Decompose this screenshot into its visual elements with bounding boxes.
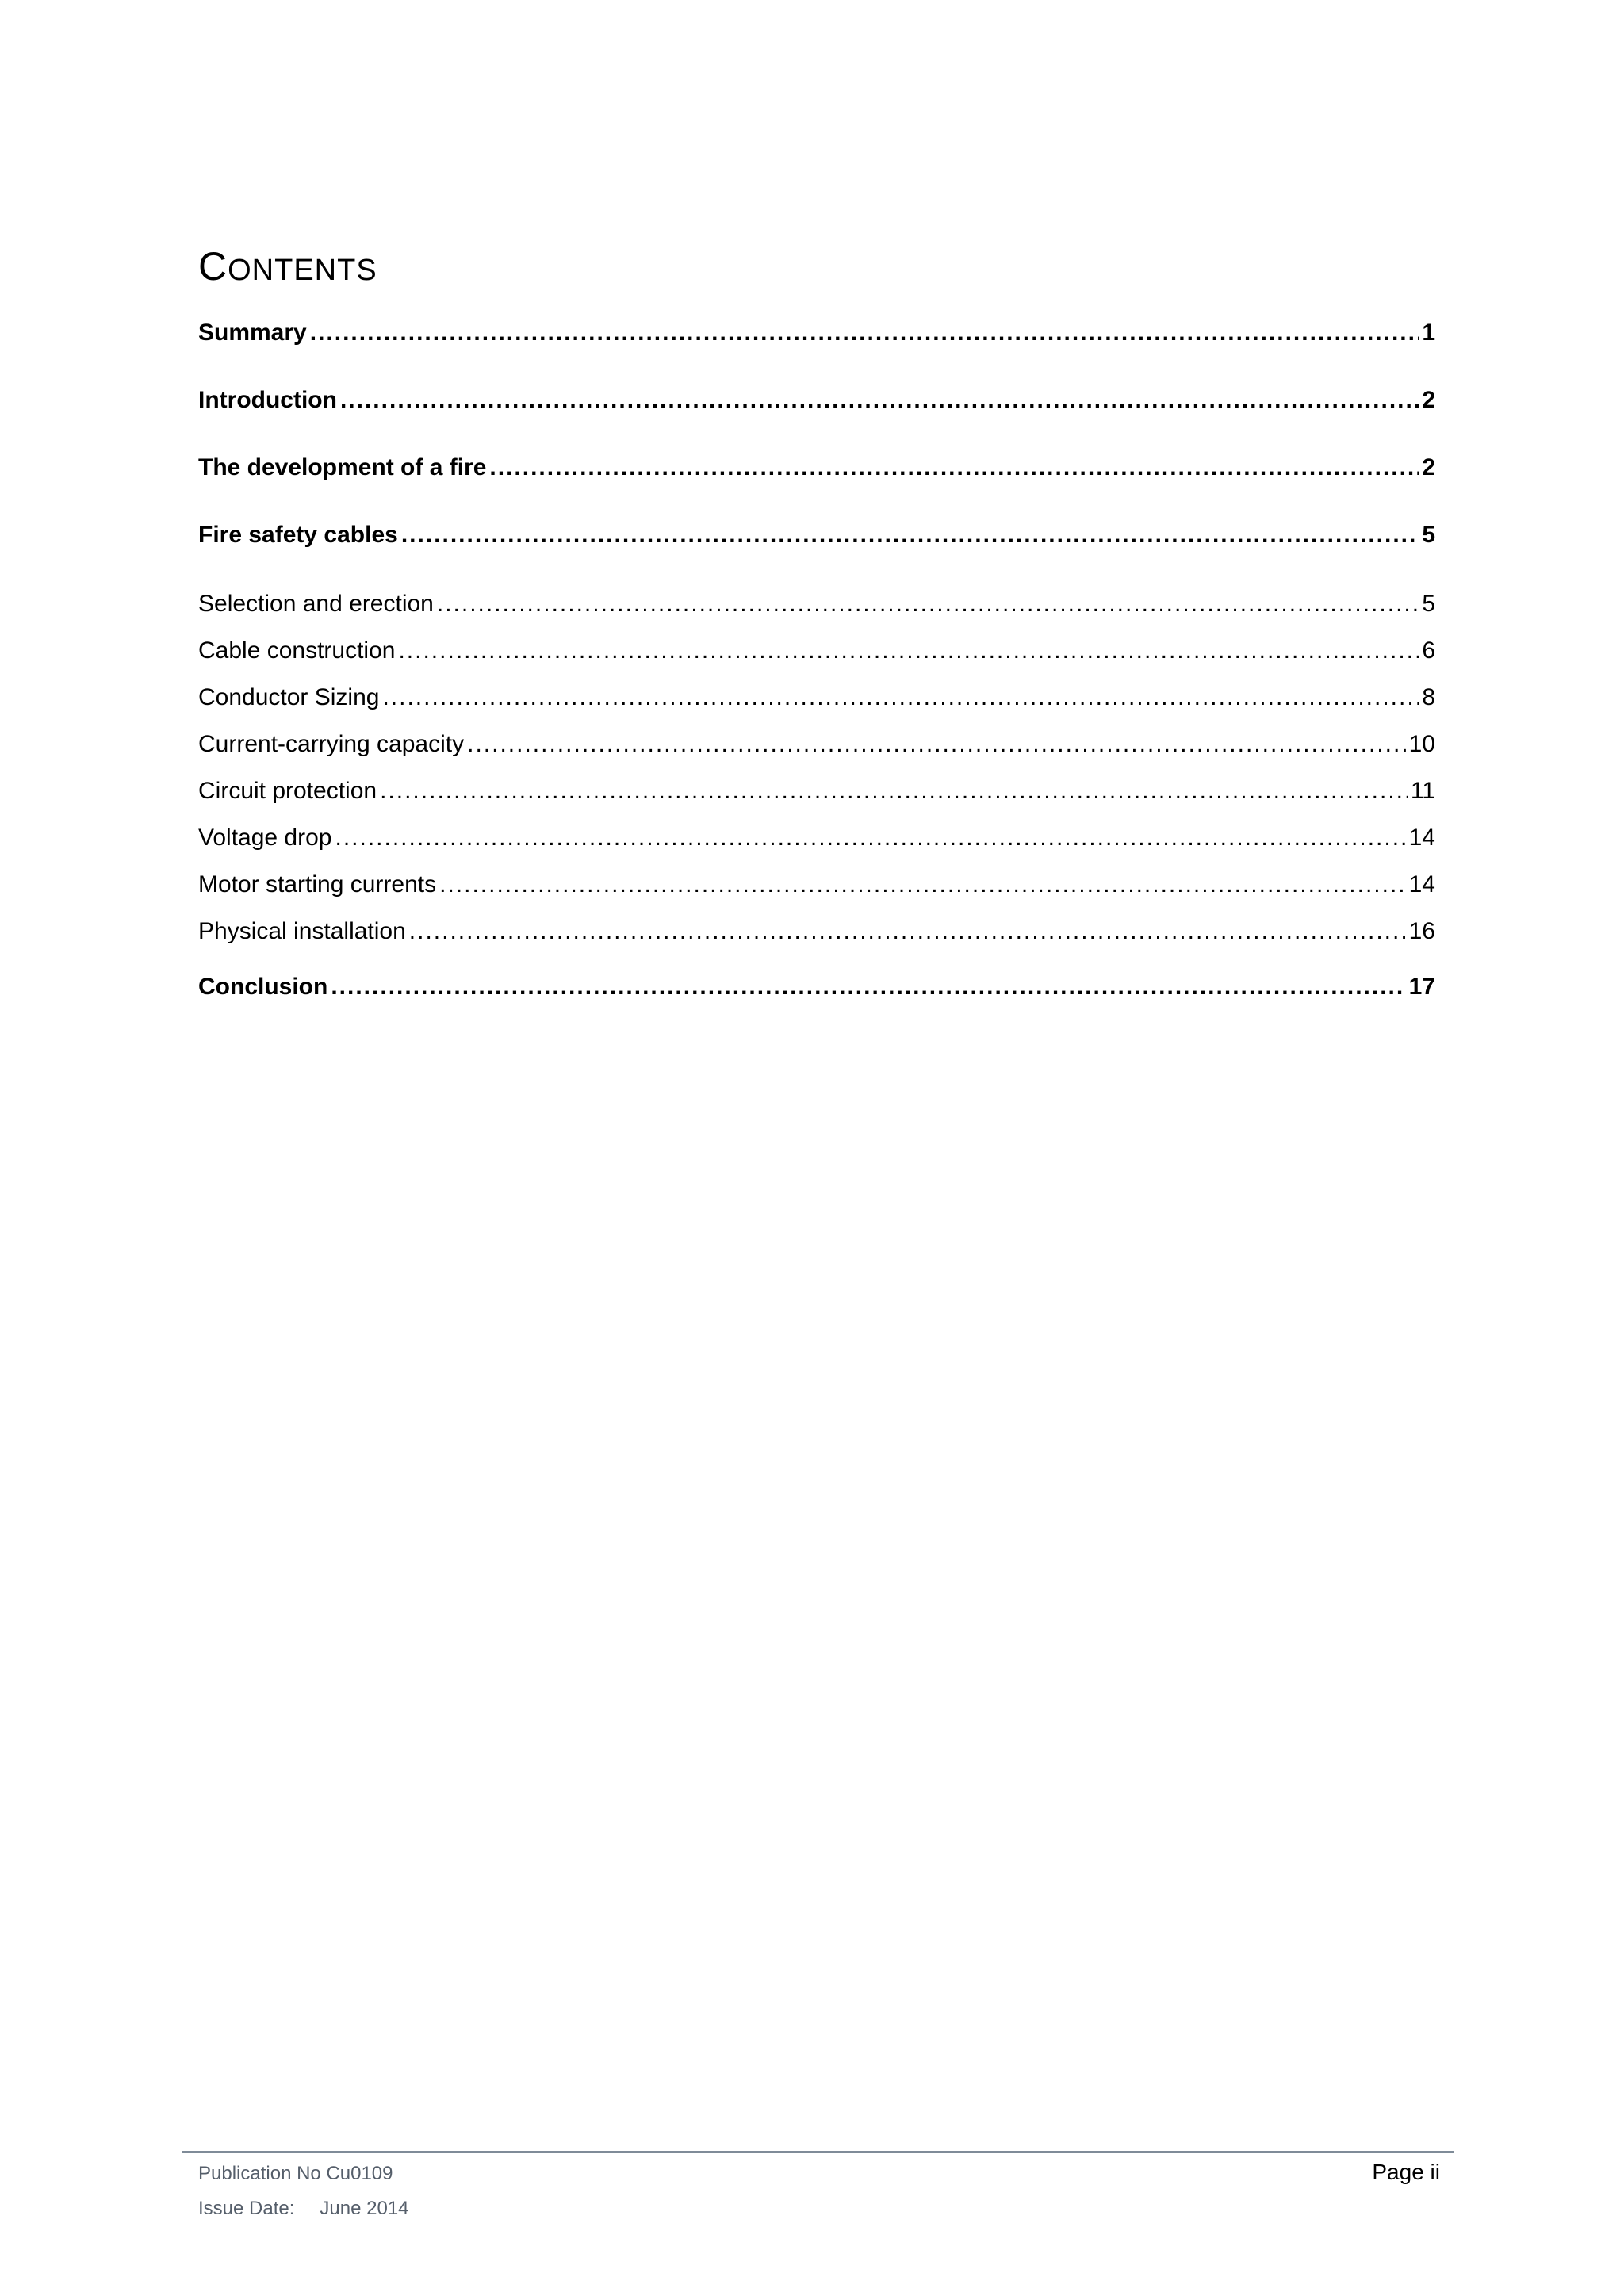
toc-entry-label: Introduction [198,387,337,413]
footer-issue-date [198,2198,409,2220]
footer-divider [182,2151,1454,2153]
toc-page-number: 1 [1422,320,1435,346]
toc-page-number: 2 [1422,387,1435,413]
toc-page-number: 14 [1408,825,1435,851]
toc-leader [331,971,1405,1003]
toc-entry-voltage-drop[interactable] [198,822,1435,854]
toc-leader [489,452,1419,484]
toc-page-number: 14 [1408,871,1435,897]
toc-leader [467,729,1406,760]
toc-leader [398,635,1419,667]
toc-page-number: 10 [1408,731,1435,757]
toc-leader [437,588,1419,620]
toc-entry-label: The development of a fire [198,454,487,480]
toc-entry-selection-and-erection[interactable] [198,588,1435,620]
toc-entry-label: Voltage drop [198,825,332,851]
toc-leader [439,869,1406,901]
toc-entry-label: Physical installation [198,918,406,944]
toc-leader [409,916,1406,947]
toc-entry-label: Conclusion [198,974,328,1000]
toc-leader [340,385,1419,416]
toc-entry-label: Conductor Sizing [198,684,380,710]
footer-publication-number: Publication No Cu0109 [198,2163,393,2184]
toc-entry-label: Circuit protection [198,778,377,804]
toc-entry-label: Fire safety cables [198,522,398,548]
toc-leader [380,775,1408,807]
toc-entry-label: Cable construction [198,637,396,664]
toc-entry-motor-starting-currents[interactable] [198,869,1435,901]
toc-page-number: 6 [1422,637,1435,664]
footer-page-number: Page ii [1372,2160,1440,2184]
toc-entry-conclusion[interactable] [198,971,1435,1003]
toc-leader [401,519,1419,551]
title-initial: C [198,244,228,289]
issue-date-label: Issue Date: [198,2198,295,2219]
toc-entry-introduction[interactable] [198,385,1435,416]
toc-entry-circuit-protection[interactable] [198,775,1435,807]
toc-page-number: 11 [1410,778,1435,804]
toc-entry-current-carrying-capacity[interactable] [198,729,1435,760]
toc-entry-cable-construction[interactable] [198,635,1435,667]
toc-entry-label: Motor starting currents [198,871,437,897]
toc-page-number: 17 [1408,974,1435,1000]
toc-entry-physical-installation[interactable] [198,916,1435,947]
toc-leader [335,822,1405,854]
toc-entry-label: Selection and erection [198,591,434,617]
toc-entry-conductor-sizing[interactable] [198,682,1435,714]
toc-page-number: 8 [1422,684,1435,710]
toc-page-number: 5 [1422,522,1435,548]
toc-page-number: 2 [1422,454,1435,480]
toc-leader [382,682,1419,714]
page-title [198,243,377,294]
toc-page-number: 16 [1408,918,1435,944]
issue-date-value: June 2014 [320,2198,409,2219]
toc-page-number: 5 [1422,591,1435,617]
toc-entry-label: Summary [198,320,307,346]
toc-entry-label: Current-carrying capacity [198,731,465,757]
toc-leader [310,317,1419,349]
toc-entry-fire-safety-cables[interactable] [198,519,1435,551]
title-rest: ONTENTS [228,254,377,287]
toc-entry-development-of-fire[interactable] [198,452,1435,484]
toc-entry-summary[interactable] [198,317,1435,349]
